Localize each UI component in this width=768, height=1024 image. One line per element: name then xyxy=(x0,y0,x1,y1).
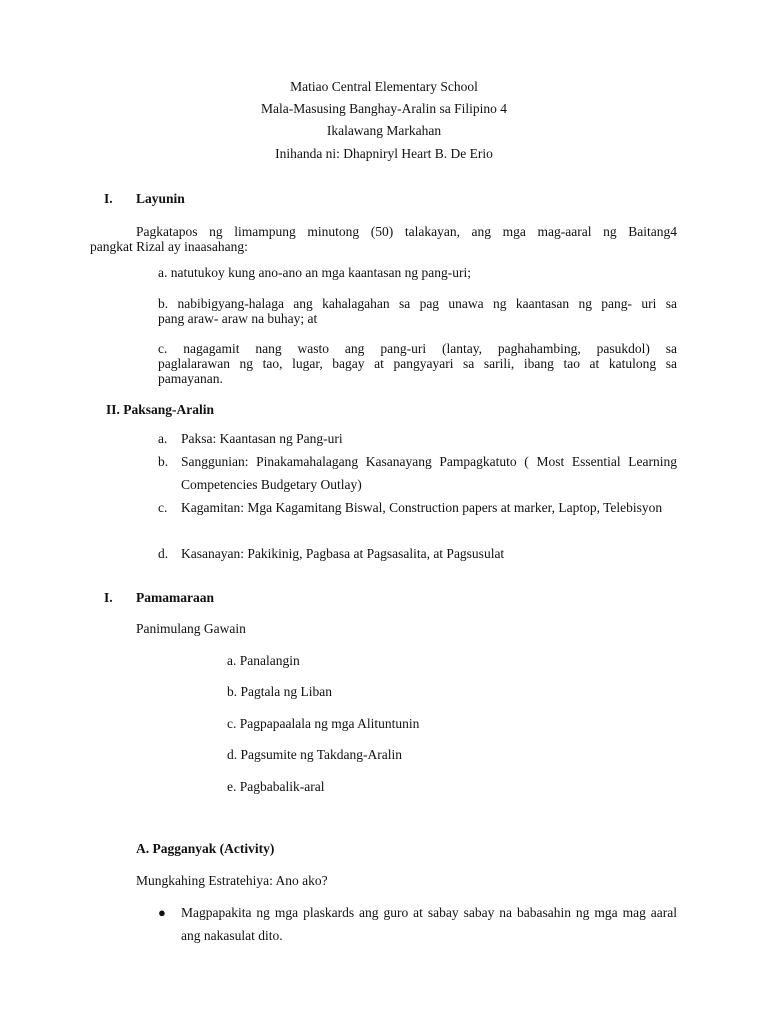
objective-c-line3: pamayanan. xyxy=(158,371,223,386)
section2-title: II. Paksang-Aralin xyxy=(106,402,215,417)
skills-letter: d. xyxy=(158,546,169,561)
step-rules-reminder: c. Pagpapaalala ng mga Alituntunin xyxy=(227,716,420,731)
suggested-strategy: Mungkahing Estratehiya: Ano ako? xyxy=(136,873,328,888)
objective-b-line1: b. nabibigyang-halaga ang kahalagahan sa pag unawa ng kaantasan ng pang- uri sa xyxy=(158,296,677,311)
topic-text: Paksa: Kaantasan ng Pang-uri xyxy=(181,431,343,446)
objectives-intro-line2: pangkat Rizal ay inaasahang: xyxy=(90,239,248,254)
section1-numeral: I. xyxy=(104,191,113,206)
skills-text: Kasanayan: Pakikinig, Pagbasa at Pagsasalita, at Pagsusulat xyxy=(181,546,505,561)
section3-numeral: I. xyxy=(104,590,113,605)
section3-title: Pamamaraan xyxy=(136,590,214,605)
objective-c-line2: paglalarawan ng tao, lugar, bagay at pangyayari sa sarili, ibang tao at katulong sa xyxy=(158,356,677,371)
objective-b-line2: pang araw- araw na buhay; at xyxy=(158,311,318,326)
materials-letter: c. xyxy=(158,500,168,515)
objectives-intro-line1: Pagkatapos ng limampung minutong (50) talakayan, ang mga mag-aaral ng Baitang4 xyxy=(136,224,677,239)
school-name: Matiao Central Elementary School xyxy=(290,79,478,94)
prepared-by: Inihanda ni: Dhapniryl Heart B. De Erio xyxy=(275,146,493,161)
materials-text: Kagamitan: Mga Kagamitang Biswal, Construction papers at marker, Laptop, Telebisyon xyxy=(181,500,663,515)
objective-c-line1: c. nagagamit nang wasto ang pang-uri (lantay, paghahambing, pasukdol) sa xyxy=(158,341,677,356)
lesson-plan-title: Mala-Masusing Banghay-Aralin sa Filipino 4 xyxy=(261,101,507,116)
reference-text: Sanggunian: Pinakamahalagang Kasanayang Pampagkatuto ( Most Essential Learning Competencies Budgetary Outlay) xyxy=(181,454,677,492)
motivation-bullet-text: Magpapakita ng mga plaskards ang guro at sabay sabay na babasahin ng mga mag aaral ang nakasulat dito. xyxy=(181,905,677,943)
section1-title: Layunin xyxy=(136,191,185,206)
step-review: e. Pagbabalik-aral xyxy=(227,779,325,794)
objective-a: a. natutukoy kung ano-ano an mga kaantasan ng pang-uri; xyxy=(158,265,472,280)
bullet-icon: ● xyxy=(158,905,166,920)
quarter-label: Ikalawang Markahan xyxy=(326,123,442,138)
step-attendance: b. Pagtala ng Liban xyxy=(227,684,332,699)
reference-letter: b. xyxy=(158,454,169,469)
topic-letter: a. xyxy=(158,431,168,446)
step-prayer: a. Panalangin xyxy=(227,653,300,668)
preliminary-activities-heading: Panimulang Gawain xyxy=(136,621,246,636)
step-homework-submission: d. Pagsumite ng Takdang-Aralin xyxy=(227,747,403,762)
motivation-heading: A. Pagganyak (Activity) xyxy=(136,841,275,856)
